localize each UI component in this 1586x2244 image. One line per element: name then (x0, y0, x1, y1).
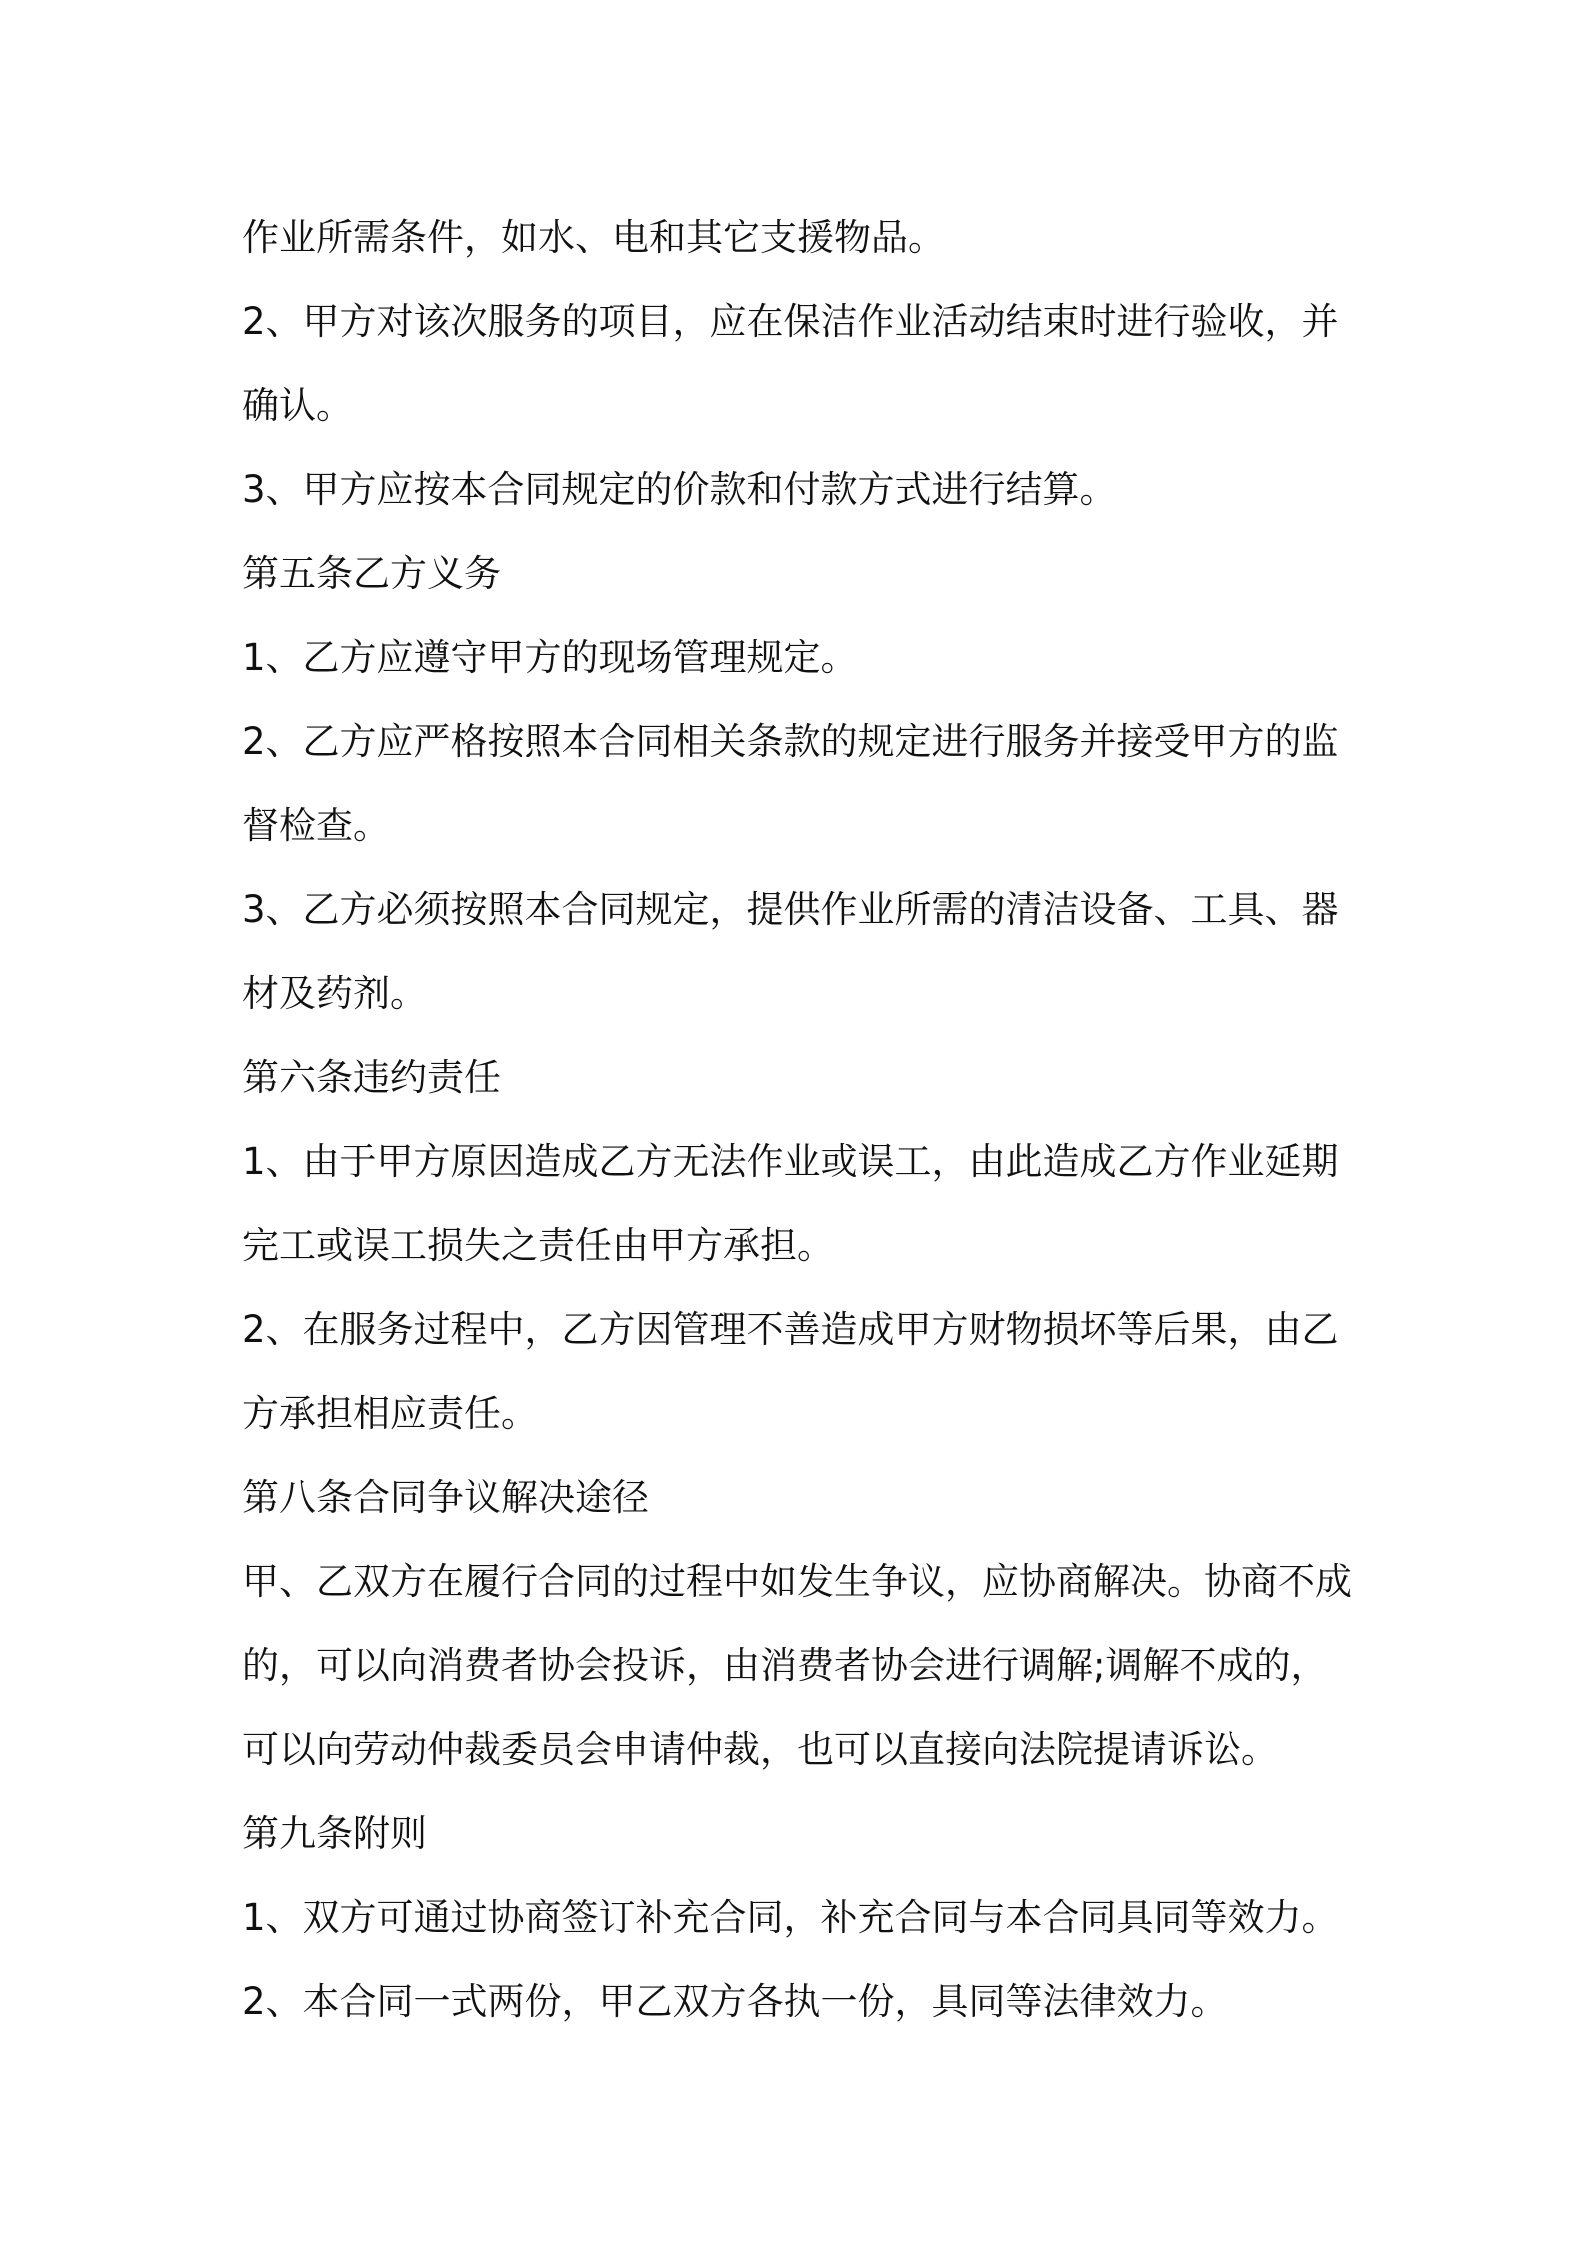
contract-text-body (242, 196, 1362, 2044)
text-line: 确认。 (242, 384, 353, 427)
clause-text: 2、本合同一式两份，甲乙双方各执一份，具同等法律效力。 (242, 1980, 1228, 2023)
clause-text: 2、乙方应严格按照本合同相关条款的规定进行服务并接受甲方的监 (242, 720, 1339, 763)
text-line: 完工或误工损失之责任由甲方承担。 (242, 1224, 834, 1267)
clause-text: 3、甲方应按本合同规定的价款和付款方式进行结算。 (242, 468, 1117, 511)
section-heading: 第九条附则 (242, 1812, 427, 1855)
text-line: 督检查。 (242, 804, 390, 847)
text-line: 作业所需条件，如水、电和其它支援物品。 (242, 216, 945, 259)
clause-text: 2、在服务过程中，乙方因管理不善造成甲方财物损坏等后果，由乙 (242, 1308, 1339, 1351)
clause-text: 1、双方可通过协商签订补充合同，补充合同与本合同具同等效力。 (242, 1896, 1339, 1939)
section-heading: 第六条违约责任 (242, 1056, 501, 1099)
clause-text: 1、由于甲方原因造成乙方无法作业或误工，由此造成乙方作业延期 (242, 1140, 1339, 1183)
text-line: 方承担相应责任。 (242, 1392, 538, 1435)
section-heading: 第五条乙方义务 (242, 552, 501, 595)
text-line: 的，可以向消费者协会投诉，由消费者协会进行调解;调解不成的， (242, 1644, 1328, 1687)
text-line: 可以向劳动仲裁委员会申请仲裁，也可以直接向法院提请诉讼。 (242, 1728, 1278, 1771)
clause-text: 3、乙方必须按照本合同规定，提供作业所需的清洁设备、工具、器 (242, 888, 1339, 931)
clause-text: 甲、乙双方在履行合同的过程中如发生争议，应协商解决。协商不成 (242, 1560, 1352, 1603)
clause-text: 1、乙方应遵守甲方的现场管理规定。 (242, 636, 858, 679)
clause-text: 2、甲方对该次服务的项目，应在保洁作业活动结束时进行验收，并 (242, 300, 1339, 343)
section-heading: 第八条合同争议解决途径 (242, 1476, 649, 1519)
text-line: 材及药剂。 (242, 972, 427, 1015)
